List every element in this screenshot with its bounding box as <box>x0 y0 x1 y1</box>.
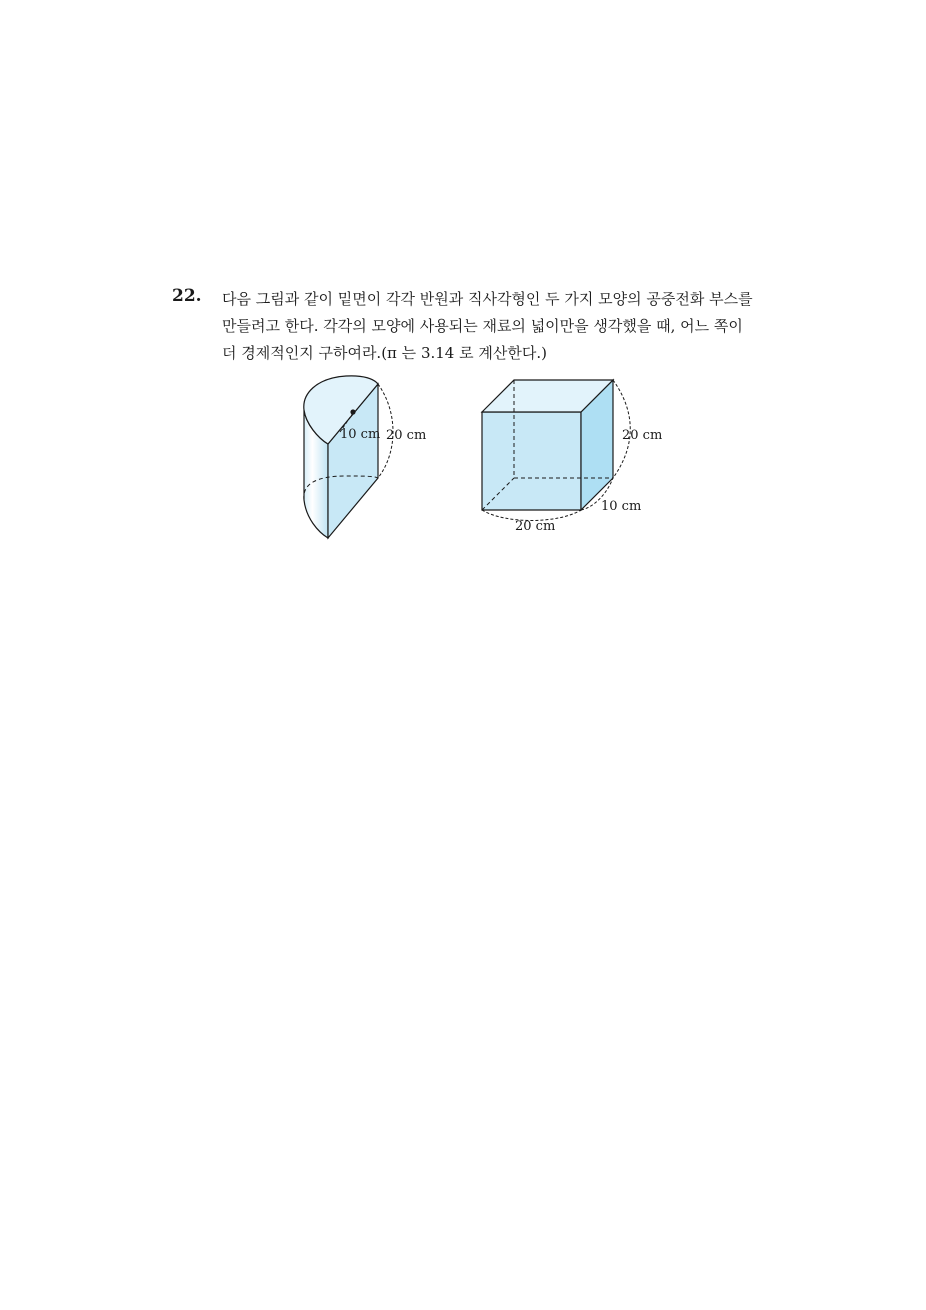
problem-statement <box>222 286 762 367</box>
statement-line-3: 더 경제적인지 구하여라.(π 는 3.14 로 계산한다.) <box>222 344 547 362</box>
statement-line-1: 다음 그림과 같이 밑면이 각각 반원과 직사각형인 두 가지 모양의 공중전화 부스를 <box>222 290 753 308</box>
box-depth-label: 10 cm <box>601 499 642 514</box>
cylinder-height-label: 20 cm <box>386 428 427 443</box>
center-dot <box>350 409 355 414</box>
half-cylinder-figure <box>304 376 426 538</box>
figures-svg <box>290 372 670 544</box>
statement-line-2: 만들려고 한다. 각각의 모양에 사용되는 재료의 넓이만을 생각했을 때, 어느 쪽이 <box>222 317 743 335</box>
box-width-label: 20 cm <box>515 519 556 534</box>
box-front-face <box>482 412 581 510</box>
radius-label: 10 cm <box>340 427 381 442</box>
box-figure <box>482 380 662 534</box>
problem-number: 22. <box>172 286 202 306</box>
box-height-label: 20 cm <box>622 428 663 443</box>
figures <box>290 372 670 544</box>
